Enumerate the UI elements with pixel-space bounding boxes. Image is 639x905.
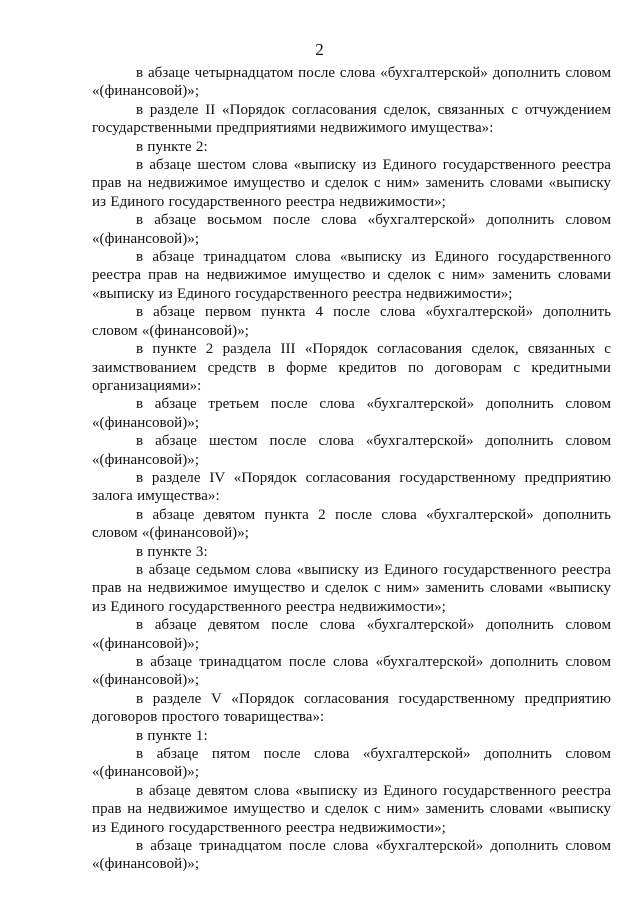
paragraph: в абзаце девятом слова «выписку из Единого государственного реестра прав на недвижимое имущество и сделок с ним» заменить словами «выписку из Единого государственного реестра недвижимости»; bbox=[92, 782, 611, 836]
paragraph: в разделе IV «Порядок согласования государственному предприятию залога имущества»: bbox=[92, 469, 611, 505]
paragraph: в абзаце тринадцатом после слова «бухгалтерской» дополнить словом «(финансовой)»; bbox=[92, 654, 611, 689]
paragraph: в абзаце четырнадцатом после слова «бухгалтерской» дополнить словом «(финансовой)»; bbox=[92, 65, 611, 100]
paragraph: в абзаце тринадцатом слова «выписку из Единого государственного реестра прав на недвижимое имущество и сделок с ним» заменить словами «выписку из Единого государственного реестра недвижимости»; bbox=[92, 249, 611, 302]
paragraph: в абзаце третьем после слова «бухгалтерской» дополнить словом «(финансовой)»; bbox=[92, 396, 611, 431]
paragraph: в абзаце седьмом слова «выписку из Единого государственного реестра прав на недвижимое имущество и сделок с ним» заменить словами «выписку из Единого государственного реестра недвижимости»; bbox=[92, 561, 611, 615]
paragraph: в разделе II «Порядок согласования сделок, связанных с отчуждением государственными предприятиями недвижимого имущества»: bbox=[92, 101, 611, 137]
paragraph: в абзаце девятом после слова «бухгалтерской» дополнить словом «(финансовой)»; bbox=[92, 617, 611, 652]
paragraph: в пункте 2: bbox=[136, 138, 208, 155]
paragraph: в абзаце девятом пункта 2 после слова «бухгалтерской» дополнить словом «(финансовой)»; bbox=[92, 506, 611, 542]
paragraph: в абзаце шестом слова «выписку из Единого государственного реестра прав на недвижимое имущество и сделок с ним» заменить словами «выписку из Единого государственного реестра недвижимости»; bbox=[92, 157, 611, 210]
paragraph: в абзаце шестом после слова «бухгалтерской» дополнить словом «(финансовой)»; bbox=[92, 433, 611, 468]
paragraph: в абзаце восьмом после слова «бухгалтерской» дополнить словом «(финансовой)»; bbox=[92, 212, 611, 247]
paragraph: в пункте 1: bbox=[136, 727, 208, 744]
paragraph: в абзаце тринадцатом после слова «бухгалтерской» дополнить словом «(финансовой)»; bbox=[92, 838, 611, 873]
paragraph: в разделе V «Порядок согласования государственному предприятию договоров простого товарищества»: bbox=[92, 690, 611, 726]
paragraph: в пункте 2 раздела III «Порядок согласования сделок, связанных с заимствованием средств в форме кредитов по договорам с кредитными организациями»: bbox=[92, 341, 611, 394]
paragraph: в абзаце пятом после слова «бухгалтерской» дополнить словом «(финансовой)»; bbox=[92, 746, 611, 781]
document-body bbox=[92, 64, 611, 874]
paragraph: в пункте 3: bbox=[136, 543, 208, 560]
page-number: 2 bbox=[315, 40, 324, 59]
paragraph: в абзаце первом пункта 4 после слова «бухгалтерской» дополнить словом «(финансовой)»; bbox=[92, 304, 611, 339]
